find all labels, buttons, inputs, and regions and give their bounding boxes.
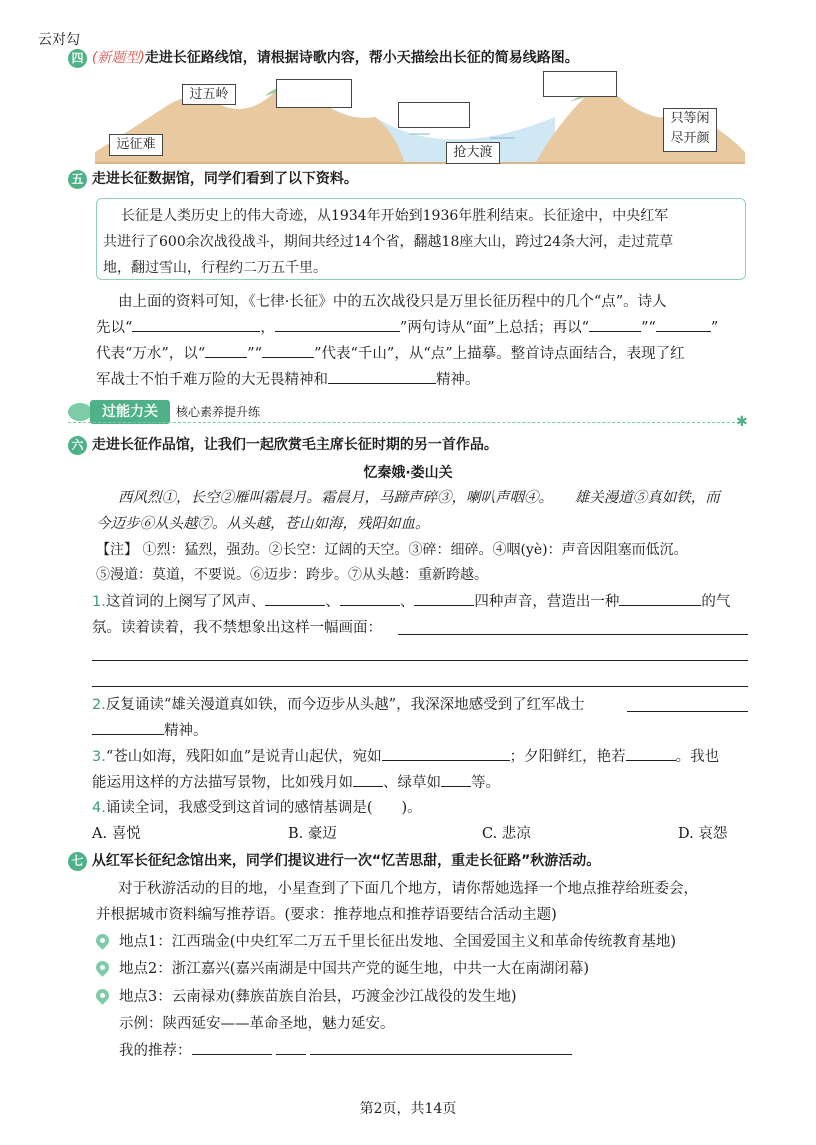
banner-mascot-icon [68,403,92,421]
answer-blank[interactable] [265,591,325,606]
answer-blank[interactable] [441,772,471,787]
question-number: 4. [92,800,106,816]
question-2-line-2 [92,718,208,745]
text: 我的推荐： [119,1043,192,1059]
s5-paragraph-line-3 [96,341,685,368]
section-5-heading [68,168,358,189]
answer-blank[interactable] [382,746,510,761]
answer-line[interactable] [627,711,748,712]
text: 、 [399,594,415,610]
ability-banner [68,400,748,430]
answer-blank[interactable] [132,317,260,332]
new-type-tag: (新题型) [91,50,145,66]
data-box-line-3: 地，翻过雪山，行程约二万五千里。 [103,260,327,276]
place-3 [96,984,517,1011]
question-1-line-2 [92,615,382,642]
question-3-line-2 [92,770,500,797]
section-7-title: 从红军长征纪念馆出来，同学们提议进行一次“忆苦思甜，重走长征路”秋游活动。 [91,853,601,869]
section-4-heading [68,47,579,68]
s5-paragraph-line-2 [96,315,718,342]
place-text: 地点1：江西瑞金(中央红军二万五千里长征出发地、全国爱国主义和革命传统教育基地) [119,934,677,950]
section-7-heading [68,850,600,871]
data-box-line-1: 长征是人类历史上的伟大奇迹，从1934年开始到1936年胜利结束。长征途中，中央红军 [121,208,669,224]
text: ；夕阳鲜红，艳若 [509,749,626,765]
example-line: 示例：陕西延安——革命圣地，魅力延安。 [119,1016,395,1032]
text: 军战士不怕千难万险的大无畏精神和 [96,372,328,388]
route-label-river: 抢大渡 [446,142,500,164]
place-2 [96,956,589,983]
answer-blank[interactable] [328,369,436,384]
answer-blank[interactable] [275,317,400,332]
text: 反复诵读“雄关漫道真如铁，而今迈步从头越”，我深深地感受到了红军战士 [105,697,585,713]
answer-line[interactable] [398,634,748,635]
location-pin-icon [93,986,111,1004]
text: 诵读全词，我感受到这首词的感情基调是( )。 [105,800,422,816]
text: ， [260,320,275,336]
answer-blank[interactable] [656,317,711,332]
text: 。我也 [675,749,720,765]
banner-title: 过能力关 [90,400,170,424]
answer-blank[interactable] [310,1040,572,1055]
place-text: 地点3：云南禄劝(彝族苗族自治县，巧渡金沙江战役的发生地) [119,989,517,1005]
place-text: 地点2：浙江嘉兴(嘉兴南湖是中国共产党的诞生地，中共一大在南湖闭幕) [119,961,590,977]
text: ”两句诗从“面”上总括；再以“ [399,320,590,336]
s5-paragraph-line-4 [96,367,480,394]
answer-blank[interactable] [353,772,383,787]
poem-line-2: 今迈步⑥从头越⑦。从头越，苍山如海，残阳如血。 [96,516,430,532]
section-6-heading [68,434,498,455]
text: 的气 [701,594,731,610]
text: 、 [325,594,340,610]
answer-blank[interactable] [340,591,400,606]
text: ” [710,320,719,336]
banner-subtitle: 核心素养提升练 [176,405,261,419]
location-pin-icon [93,931,111,949]
section-5-title: 走进长征数据馆，同学们看到了以下资料。 [91,171,358,187]
question-2-line-1 [92,692,585,719]
text: 等。 [471,775,500,791]
location-pin-icon [93,958,111,976]
data-box-line-2: 共进行了600余次战役战斗，期间共经过14个省，翻越18座大山，跨过24条大河，走过荒草 [103,234,674,250]
data-box [96,198,746,280]
answer-blank[interactable] [205,343,247,358]
route-blank-box-2[interactable] [398,102,470,128]
route-label-end [663,108,717,152]
my-recommendation-line [119,1038,572,1065]
page-footer: 第2页，共14页 [359,1101,457,1117]
route-label-pass: 过五岭 [182,84,236,105]
s7-intro-line-2: 并根据城市资料编写推荐语。(要求：推荐地点和推荐语要结合活动主题) [96,907,557,923]
answer-blank[interactable] [589,317,641,332]
poem-line-1: 西风烈①，长空②雁叫霜晨月。霜晨月，马蹄声碎③，喇叭声咽④。 雄关漫道⑤真如铁，而 [118,490,720,506]
answer-blank[interactable] [626,746,676,761]
answer-blank[interactable] [414,591,474,606]
section-4-title: 走进长征路线馆，请根据诗歌内容，帮小天描绘出长征的简易线路图。 [144,50,579,66]
route-blank-box-1[interactable] [276,79,352,108]
question-number: 2. [92,697,106,713]
s5-paragraph-line-1: 由上面的资料可知，《七律·长征》中的五次战役只是万里长征历程中的几个“点”。诗人 [118,294,667,310]
text: 精神。 [436,372,480,388]
text: ”代表“千山”，从“点”上描摹。整首诗点面结合，表现了红 [314,346,685,362]
section-6-number: 六 [68,436,87,455]
option-d[interactable]: D. 哀怨 [678,826,728,842]
answer-blank[interactable] [262,343,314,358]
section-6-title: 走进长征作品馆，让我们一起欣赏毛主席长征时期的另一首作品。 [91,437,498,453]
note-line-1: 【注】 ①烈：猛烈，强劲。②长空：辽阔的天空。③碎：细碎。④咽(yè)：声音因阻塞而低沉。 [96,542,688,558]
route-label-end-line2: 尽开颜 [670,131,710,146]
poem-title: 忆秦娥·娄山关 [363,465,453,481]
banner-divider [68,422,740,423]
route-label-start: 远征难 [109,134,163,156]
note-line-2: ⑤漫道：莫道，不要说。⑥迈步：跨步。⑦从头越：重新跨越。 [96,567,488,583]
route-label-end-line1: 只等闲 [670,111,710,126]
text: ”“ [247,346,263,362]
text: 、绿草如 [383,775,441,791]
question-3-line-1 [92,744,719,771]
option-c[interactable]: C. 悲凉 [482,826,531,842]
star-icon: ✱ [736,414,748,430]
answer-blank[interactable] [619,591,701,606]
question-number: 3. [92,749,106,765]
text: 四种声音，营造出一种 [474,594,620,610]
answer-blank[interactable] [92,720,164,735]
option-b[interactable]: B. 豪迈 [288,826,337,842]
text: 代表“万水”，以“ [96,346,206,362]
answer-line[interactable] [92,686,748,687]
text: 先以“ [96,320,133,336]
text: 这首词的上阕写了风声、 [105,594,266,610]
text: 能运用这样的方法描写景物，比如残月如 [92,775,353,791]
dash [276,1046,306,1055]
text: “苍山如海，残阳如血”是说青山起伏，宛如 [105,749,382,765]
question-4 [92,795,422,822]
section-7-number: 七 [68,852,87,871]
text: ”“ [641,320,656,336]
question-number: 1. [92,594,106,610]
answer-line[interactable] [92,660,748,661]
s7-intro-line-1: 对于秋游活动的目的地，小星查到了下面几个地方，请你帮她选择一个地点推荐给班委会， [118,881,698,897]
route-blank-box-3[interactable] [543,71,617,97]
section-5-number: 五 [68,170,87,189]
answer-blank[interactable] [192,1040,272,1055]
section-4-number: 四 [68,49,87,68]
text: 精神。 [164,723,208,739]
watermark: 云对勾 [38,32,80,48]
text: 氛。读着读着，我不禁想象出这样一幅画面： [92,620,382,636]
place-1 [96,929,676,956]
option-a[interactable]: A. 喜悦 [92,826,141,842]
question-1-line-1 [92,589,730,616]
